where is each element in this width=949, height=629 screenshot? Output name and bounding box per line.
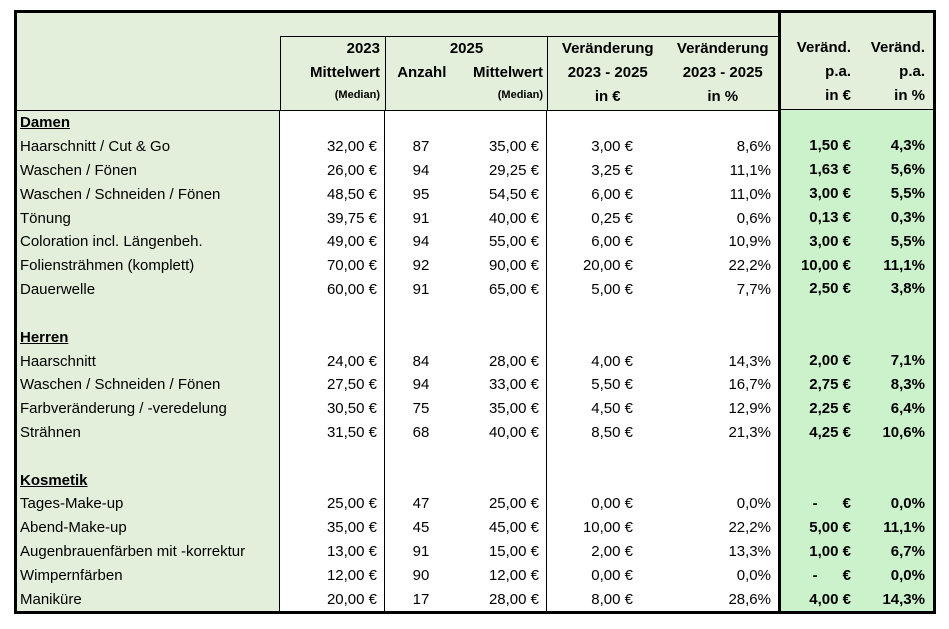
table-row [17,230,778,254]
value-pa-eur: 4,00 € [809,590,851,608]
service-label [17,563,280,587]
value-2025-anzahl [385,444,457,468]
value-2023-mittelwert [280,302,385,326]
value-2025-mittelwert: 40,00 € [457,421,547,445]
value-pa-eur: 3,00 € [809,185,851,202]
value-2025-anzahl: 95 [412,185,430,203]
value-2025-mittelwert [457,302,547,326]
value-2025-anzahl: 87 [412,138,430,156]
value-veraenderung-eur: 0,00 € [591,495,633,513]
value-2023-mittelwert: 31,50 € [280,421,385,445]
service-label [17,230,280,254]
value-2025-mittelwert: 90,00 € [457,254,547,278]
header-2023-median: (Median) [334,89,380,101]
service-label [17,302,280,326]
service-label [17,516,280,540]
header-pa-eur-line2: p.a. [825,63,851,80]
service-label [17,349,280,373]
table-row-pa [781,134,933,158]
header-pa-eur [781,36,859,109]
table-row-pa [781,158,933,182]
section-row [17,325,778,349]
value-veraenderung-eur: 4,50 € [591,400,633,418]
value-pa-pct [859,444,933,468]
value-pa-eur: 1,63 € [809,161,851,179]
table-row [17,563,778,587]
service-label [17,540,280,564]
table-row-pa [781,229,933,253]
value-veraenderung-pct: 16,7% [728,376,771,394]
value-2025-anzahl [385,302,457,326]
value-2025-anzahl: 75 [412,400,430,418]
value-2025-mittelwert: 25,00 € [457,492,547,516]
value-2023-mittelwert: 35,00 € [280,516,385,540]
header-veraenderung-eur-line1: Veränderung [561,40,654,57]
value-veraenderung-pct [667,302,778,326]
value-2025-mittelwert: 28,00 € [457,587,547,611]
service-label [17,182,280,206]
table-row [17,421,778,445]
service-label [17,421,280,445]
table-row [17,254,778,278]
value-pa-eur: 1,00 € [809,542,851,560]
value-pa-pct: 4,3% [890,137,925,155]
value-2023-mittelwert: 49,00 € [280,230,385,254]
value-pa-pct: 3,8% [890,280,925,298]
value-pa-eur [781,325,859,349]
service-label-text: Haarschnitt / Cut & Go [20,138,171,156]
section-row [17,111,778,135]
value-2025-mittelwert [457,325,547,349]
table-row [17,278,778,302]
service-label-text: Waschen / Schneiden / Fönen [20,376,221,394]
value-pa-pct: 6,7% [890,542,925,560]
value-2023-mittelwert: 27,50 € [280,373,385,397]
value-veraenderung-pct: 0,6% [736,209,771,227]
value-veraenderung-eur [547,302,667,326]
service-label-text: Foliensträhmen (komplett) [20,257,195,275]
value-pa-pct: 0,0% [890,566,925,584]
section-row-pa [781,468,933,492]
value-2025-mittelwert: 54,50 € [457,182,547,206]
value-2025-anzahl: 91 [412,543,430,561]
header-veraenderung-pct [667,37,778,110]
value-2025-mittelwert: 35,00 € [457,397,547,421]
header-col-2023 [280,36,385,110]
value-veraenderung-pct: 12,9% [728,400,771,418]
service-label-text: Damen [20,114,71,132]
table-row [17,397,778,421]
service-label [17,444,280,468]
value-2023-mittelwert [280,444,385,468]
value-pa-eur: 2,25 € [809,399,851,417]
table-row [17,159,778,183]
value-pa-eur [781,110,859,134]
value-veraenderung-eur: 3,25 € [591,162,633,180]
section-row-pa [781,325,933,349]
table-row [17,373,778,397]
value-pa-pct [859,468,933,492]
header-veraenderung-eur [548,37,667,110]
value-2025-anzahl: 68 [412,423,430,441]
table-row [17,349,778,373]
value-2023-mittelwert: 26,00 € [280,159,385,183]
header-2025-median: (Median) [497,89,543,101]
value-2023-mittelwert: 24,00 € [280,349,385,373]
table-row-pa [781,420,933,444]
value-pa-eur [781,468,859,492]
value-2025-anzahl: 91 [412,281,430,299]
value-veraenderung-eur: 6,00 € [591,233,633,251]
table-row [17,182,778,206]
service-label-text: Tages-Make-up [20,495,124,513]
value-veraenderung-eur: 8,50 € [591,423,633,441]
table-row-pa [781,539,933,563]
value-pa-eur: 10,00 € [800,256,851,274]
service-label [17,206,280,230]
table-row [17,587,778,611]
table-row-pa [781,492,933,516]
service-label [17,468,280,492]
value-veraenderung-eur [547,325,667,349]
header-veraenderung-pct-line2: 2023 - 2025 [682,64,763,81]
service-label [17,111,280,135]
value-veraenderung-eur: 8,00 € [591,590,633,608]
table-row-pa [781,253,933,277]
value-2025-anzahl: 90 [412,566,430,584]
value-veraenderung-eur: 10,00 € [582,519,633,537]
table-row-pa [781,372,933,396]
header-pa-pct [859,36,933,109]
value-2023-mittelwert: 30,50 € [280,397,385,421]
value-2025-mittelwert: 15,00 € [457,540,547,564]
service-label [17,159,280,183]
value-2023-mittelwert: 20,00 € [280,587,385,611]
value-veraenderung-pct [667,325,778,349]
price-survey-table [14,10,936,614]
service-label [17,397,280,421]
header-veraenderung-pct-line1: Veränderung [676,40,769,57]
value-2025-anzahl [385,111,457,135]
value-veraenderung-pct: 14,3% [728,352,771,370]
value-veraenderung-eur: 0,25 € [591,209,633,227]
value-2025-anzahl: 94 [412,376,430,394]
section-row-pa [781,110,933,134]
value-veraenderung-eur: 6,00 € [591,185,633,203]
value-veraenderung-pct [667,468,778,492]
value-2025-anzahl: 94 [412,233,430,251]
value-veraenderung-pct: 22,2% [728,257,771,275]
value-veraenderung-eur: 4,00 € [591,352,633,370]
header-col-2025 [385,36,547,110]
value-pa-pct: 14,3% [882,590,925,608]
value-pa-pct: 5,6% [890,161,925,179]
value-2025-anzahl: 92 [412,257,430,275]
value-2025-anzahl [385,468,457,492]
value-pa-eur: 3,00 € [809,232,851,250]
table-row-pa [781,182,933,206]
table-row-pa [781,277,933,301]
value-veraenderung-pct: 8,6% [736,138,771,156]
header-label-spacer [17,13,280,110]
header-col-veraend-pa [781,13,933,110]
value-pa-pct [859,325,933,349]
value-veraenderung-eur: 20,00 € [582,257,633,275]
value-2025-mittelwert: 35,00 € [457,135,547,159]
service-label-text: Waschen / Fönen [20,162,138,180]
value-pa-pct: 11,1% [883,256,925,274]
table-row-pa [781,205,933,229]
value-pa-eur: - € [812,495,851,513]
value-2023-mittelwert: 60,00 € [280,278,385,302]
table-row [17,492,778,516]
header-veraenderung-pct-line3: in % [707,88,739,105]
value-veraenderung-pct: 10,9% [728,233,771,251]
value-2023-mittelwert: 48,50 € [280,182,385,206]
value-veraenderung-pct: 0,0% [736,566,771,584]
header-pa-eur-line3: in € [825,87,851,104]
service-label-text: Waschen / Schneiden / Fönen [20,185,221,203]
value-pa-eur: 4,25 € [809,423,851,441]
service-label-text: Haarschnitt [20,352,96,370]
value-veraenderung-eur: 5,00 € [591,281,633,299]
value-veraenderung-eur [547,444,667,468]
header-2023-mittelwert: Mittelwert [309,64,380,81]
empty-row-pa [781,444,933,468]
value-2023-mittelwert [280,325,385,349]
service-label-text: Wimpernfärben [20,566,123,584]
value-pa-eur: 1,50 € [809,137,851,155]
value-2025-mittelwert: 12,00 € [457,563,547,587]
value-2025-mittelwert [457,468,547,492]
section-row [17,468,778,492]
service-label [17,278,280,302]
service-label [17,587,280,611]
value-veraenderung-pct [667,444,778,468]
value-2023-mittelwert [280,111,385,135]
value-veraenderung-pct: 0,0% [736,495,771,513]
value-2023-mittelwert: 39,75 € [280,206,385,230]
value-2025-mittelwert: 29,25 € [457,159,547,183]
service-label-text: Maniküre [20,590,82,608]
table-row-pa [781,349,933,373]
value-2025-anzahl: 47 [412,495,430,513]
header-pa-pct-line1: Veränd. [870,39,925,56]
value-pa-pct: 10,6% [882,423,925,441]
value-2025-mittelwert [457,111,547,135]
value-veraenderung-eur: 0,00 € [591,566,633,584]
service-label-text: Farbveränderung / -veredelung [20,400,227,418]
value-2023-mittelwert: 12,00 € [280,563,385,587]
value-pa-eur: 2,50 € [809,280,851,298]
value-pa-eur [781,301,859,325]
value-2025-mittelwert: 55,00 € [457,230,547,254]
value-pa-pct: 11,1% [883,519,925,537]
value-veraenderung-pct: 11,0% [729,185,771,203]
value-veraenderung-pct: 7,7% [736,281,771,299]
table-row [17,135,778,159]
service-label-text: Kosmetik [20,471,88,489]
value-pa-pct: 5,5% [890,232,925,250]
value-pa-pct: 8,3% [890,375,925,393]
value-2025-mittelwert: 40,00 € [457,206,547,230]
table-row [17,516,778,540]
header-pa-eur-line1: Veränd. [796,39,851,56]
table-body-pa [781,110,933,611]
service-label-text: Abend-Make-up [20,519,127,537]
header-2023-year: 2023 [346,40,380,57]
value-pa-eur: 2,00 € [809,352,851,370]
header-pa-pct-line2: p.a. [899,63,925,80]
value-2023-mittelwert [280,468,385,492]
value-veraenderung-pct [667,111,778,135]
service-label-text: Dauerwelle [20,281,96,299]
service-label [17,254,280,278]
value-veraenderung-pct: 28,6% [728,590,771,608]
service-label-text: Strähnen [20,423,81,441]
value-pa-eur: 5,00 € [809,519,851,537]
empty-row-pa [781,301,933,325]
header-2025-anzahl: Anzahl [397,64,447,81]
value-pa-eur [781,444,859,468]
header-pa-pct-line3: in % [894,87,925,104]
value-pa-pct: 6,4% [890,399,925,417]
header-2025-mittelwert: Mittelwert [472,64,543,81]
value-pa-eur: 0,13 € [809,208,851,226]
table-body-main [17,111,778,611]
value-veraenderung-eur: 2,00 € [591,543,633,561]
service-label [17,492,280,516]
empty-row [17,302,778,326]
header-2025-subrow [386,61,547,85]
header-col-veraenderung [547,36,778,110]
value-2025-mittelwert: 45,00 € [457,516,547,540]
value-veraenderung-pct: 11,1% [729,162,771,180]
value-2025-mittelwert: 65,00 € [457,278,547,302]
service-label-text: Coloration incl. Längenbeh. [20,233,203,251]
value-2025-anzahl [385,325,457,349]
value-2025-anzahl: 45 [412,519,430,537]
value-pa-pct: 0,3% [890,208,925,226]
table-row [17,540,778,564]
value-pa-pct [859,110,933,134]
value-veraenderung-pct: 13,3% [728,543,771,561]
service-label-text: Herren [20,328,69,346]
empty-row [17,444,778,468]
value-2023-mittelwert: 32,00 € [280,135,385,159]
value-2023-mittelwert: 70,00 € [280,254,385,278]
value-2025-anzahl: 17 [412,590,430,608]
value-2023-mittelwert: 13,00 € [280,540,385,564]
value-veraenderung-eur [547,111,667,135]
value-pa-pct: 0,0% [890,495,925,513]
value-veraenderung-eur [547,468,667,492]
value-pa-pct: 7,1% [890,352,925,370]
table-main-columns [17,13,778,611]
value-2025-mittelwert: 33,00 € [457,373,547,397]
table-row-pa [781,396,933,420]
service-label-text: Tönung [20,209,71,227]
table-row-pa [781,563,933,587]
value-2025-mittelwert [457,444,547,468]
service-label-text: Augenbrauenfärben mit -korrektur [20,543,246,561]
value-2025-anzahl: 91 [412,209,430,227]
header-2025-year: 2025 [449,40,484,57]
table-row-pa [781,587,933,611]
value-veraenderung-eur: 5,50 € [591,376,633,394]
table-row [17,206,778,230]
service-label [17,325,280,349]
value-veraenderung-eur: 3,00 € [591,138,633,156]
value-2023-mittelwert: 25,00 € [280,492,385,516]
service-label [17,135,280,159]
value-pa-pct [859,301,933,325]
veraend-pa-section [778,13,933,611]
value-2025-mittelwert: 28,00 € [457,349,547,373]
header-veraenderung-eur-line2: 2023 - 2025 [567,64,648,81]
value-veraenderung-pct: 22,2% [728,519,771,537]
header-veraenderung-eur-line3: in € [594,88,621,105]
service-label [17,373,280,397]
value-pa-eur: 2,75 € [809,375,851,393]
value-veraenderung-pct: 21,3% [728,423,771,441]
value-2025-anzahl: 84 [412,352,430,370]
value-2025-anzahl: 94 [412,162,430,180]
table-row-pa [781,516,933,540]
table-header [17,13,778,111]
value-pa-eur: - € [812,566,851,584]
value-pa-pct: 5,5% [890,185,925,202]
